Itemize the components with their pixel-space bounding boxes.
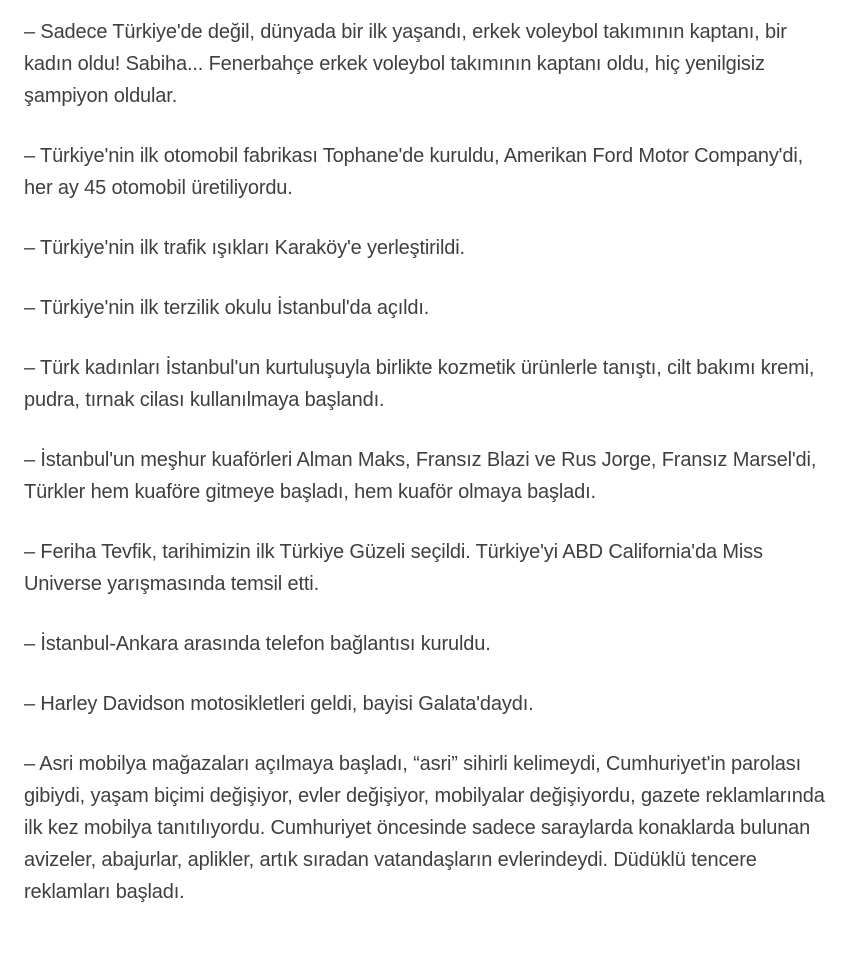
paragraph-modern-furniture: – Asri mobilya mağazaları açılmaya başladı, “asri” sihirli kelimeydi, Cumhuriyet'in parolası gibiydi, yaşam biçimi değişiyor, evler değişiyor, mobilyalar değişiyordu, gazete reklamlarında ilk kez mobilya tanıtılıyordu. Cumhuriyet öncesinde sadece saraylarda konaklarda bulunan avizeler, abajurlar, aplikler, artık sıradan vatandaşların evlerindeydi. Düdüklü tencere reklamları başladı. (24, 753, 825, 903)
paragraph-hairdressers: – İstanbul'un meşhur kuaförleri Alman Maks, Fransız Blazi ve Rus Jorge, Fransız Marsel'di, Türkler hem kuaföre gitmeye başladı, hem kuaför olmaya başladı. (24, 449, 817, 503)
paragraph-beauty-queen: – Feriha Tevfik, tarihimizin ilk Türkiye Güzeli seçildi. Türkiye'yi ABD California'da Miss Universe yarışmasında temsil etti. (24, 541, 763, 595)
paragraph-harley-davidson: – Harley Davidson motosikletleri geldi, bayisi Galata'daydı. (24, 693, 534, 715)
paragraph-ford-factory: – Türkiye'nin ilk otomobil fabrikası Tophane'de kuruldu, Amerikan Ford Motor Company'di, her ay 45 otomobil üretiliyordu. (24, 145, 804, 199)
paragraph-traffic-lights: – Türkiye'nin ilk trafik ışıkları Karaköy'e yerleştirildi. (24, 237, 465, 259)
paragraph-tailoring-school: – Türkiye'nin ilk terzilik okulu İstanbul'da açıldı. (24, 297, 430, 319)
paragraph-volleyball-captain: – Sadece Türkiye'de değil, dünyada bir ilk yaşandı, erkek voleybol takımının kaptanı, bir kadın oldu! Sabiha... Fenerbahçe erkek voleybol takımının kaptanı oldu, hiç yenilgisiz şampiyon oldular. (24, 21, 787, 107)
paragraph-cosmetics: – Türk kadınları İstanbul'un kurtuluşuyla birlikte kozmetik ürünlerle tanıştı, cilt bakımı kremi, pudra, tırnak cilası kullanılmaya başlandı. (24, 357, 815, 411)
paragraph-telephone-line: – İstanbul-Ankara arasında telefon bağlantısı kuruldu. (24, 633, 491, 655)
